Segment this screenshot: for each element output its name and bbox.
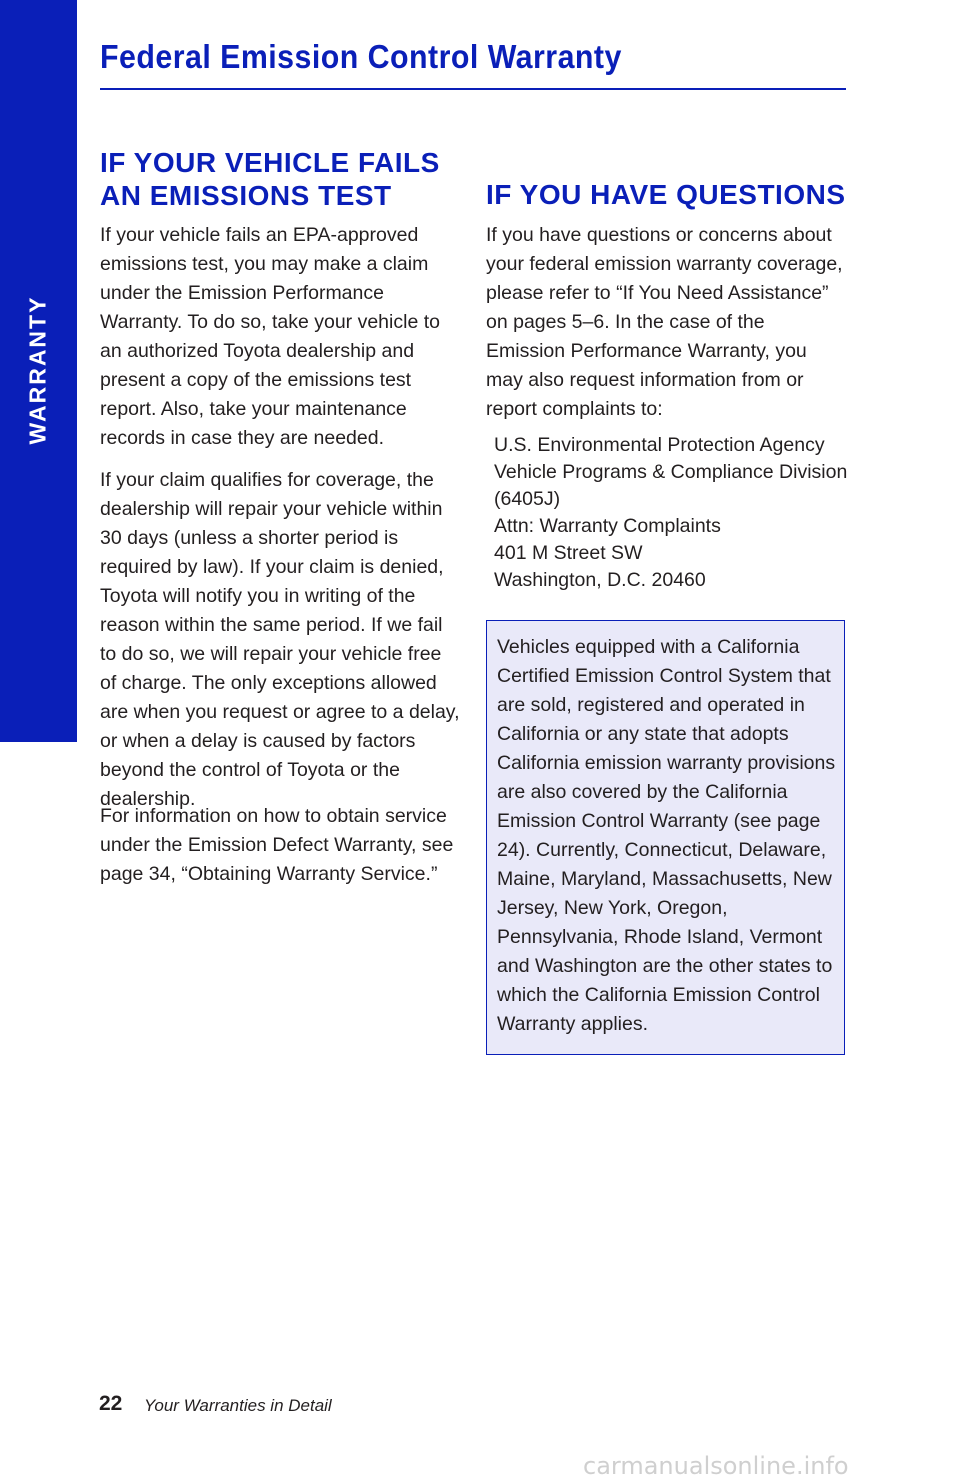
left-heading-line1: IF YOUR VEHICLE FAILS [100, 147, 440, 178]
address-line: Washington, D.C. 20460 [494, 569, 706, 591]
address-line: 401 M Street SW [494, 542, 643, 564]
footer-section-title: Your Warranties in Detail [144, 1396, 332, 1415]
address-line: U.S. Environmental Protection Agency [494, 434, 825, 456]
watermark: carmanualsonline.info [583, 1452, 849, 1480]
side-tab [0, 0, 77, 742]
page-title: Federal Emission Control Warranty [100, 38, 622, 75]
right-paragraph-1: If you have questions or concerns about your federal emission warranty coverage, please refer to “If You Need Assistance” on pages 5–6. In the case of the Emission Performance Warranty, you may also request information from or report complaints to: [486, 224, 843, 420]
address-line: Vehicle Programs & Compliance Division [494, 461, 848, 483]
left-section-heading [100, 146, 480, 212]
california-callout-box [486, 620, 845, 1055]
callout-text: Vehicles equipped with a California Certified Emission Control System that are sold, registered and operated in California or any state that adopts California emission warranty provisions are also covered by the California Emission Control Warranty (see page 24). Currently, Connecticut, Delaware, Maine, Maryland, Massachusetts, New Jersey, New York, Oregon, Pennsylvania, Rhode Island, Vermont and Washington are the other states to which the California Emission Control Warranty applies. [497, 636, 836, 1035]
title-divider [100, 88, 846, 90]
page-number: 22 [99, 1392, 123, 1415]
right-section-heading: IF YOU HAVE QUESTIONS [486, 179, 846, 210]
left-paragraph-1: If your vehicle fails an EPA-approved emissions test, you may make a claim under the Emission Performance Warranty. To do so, take your vehicle to an authorized Toyota dealership and present a copy of the emissions test report. Also, take your maintenance records in case they are needed. [100, 224, 440, 449]
address-line: (6405J) [494, 488, 561, 510]
left-heading-line2: AN EMISSIONS TEST [100, 180, 392, 211]
left-paragraph-2: If your claim qualifies for coverage, the dealership will repair your vehicle within 30 days (unless a shorter period is required by law). If your claim is denied, Toyota will notify you in writing of the reason within the same period. If we fail to do so, we will repair your vehicle free of charge. The only exceptions allowed are when you request or agree to a delay, or when a delay is caused by factors beyond the control of Toyota or the dealership. [100, 469, 460, 810]
epa-address-block [494, 432, 846, 594]
side-tab-label: WARRANTY [24, 295, 51, 445]
left-paragraph-3: For information on how to obtain service under the Emission Defect Warranty, see page 34, “Obtaining Warranty Service.” [100, 805, 454, 885]
address-line: Attn: Warranty Complaints [494, 515, 721, 537]
